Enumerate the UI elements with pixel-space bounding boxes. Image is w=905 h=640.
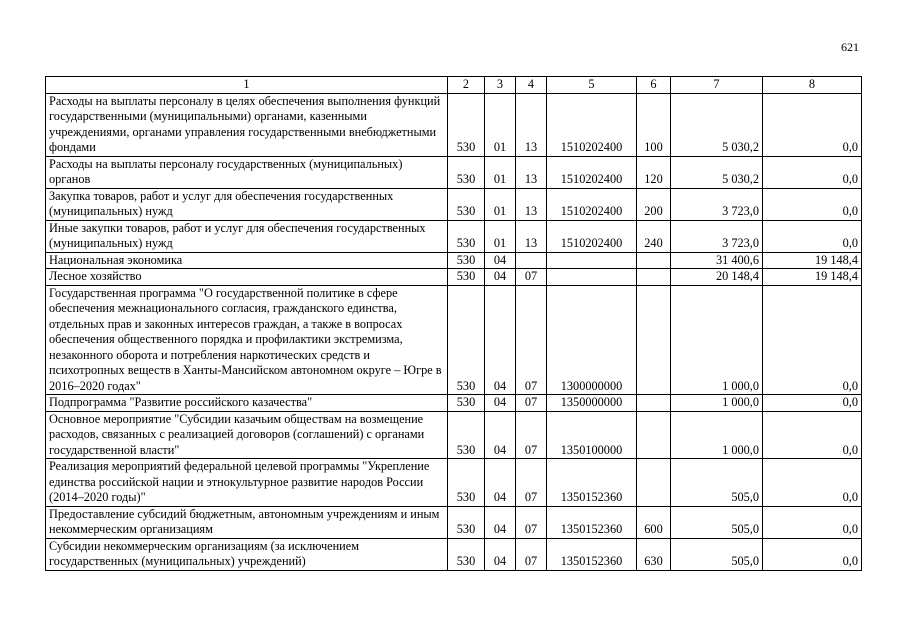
table-row: [46, 220, 862, 252]
subsection-code: 13: [516, 188, 547, 220]
amount-col7: 505,0: [671, 538, 763, 570]
subsection-code: 13: [516, 93, 547, 156]
admin-code: 530: [448, 188, 485, 220]
target-article-code: 1510202400: [547, 93, 637, 156]
amount-col7: 1 000,0: [671, 395, 763, 412]
table-row: [46, 93, 862, 156]
expense-type-code: 200: [637, 188, 671, 220]
section-code: 04: [485, 506, 516, 538]
expense-type-code: 630: [637, 538, 671, 570]
admin-code: 530: [448, 269, 485, 286]
admin-code: 530: [448, 220, 485, 252]
section-code: 04: [485, 395, 516, 412]
expense-name: Государственная программа "О государственной политике в сфере обеспечения межнационального согласия, гражданского единства, отдельных прав и законных интересов граждан, а также в вопросах обеспечения общественного порядка и профилактики экстремизма, незаконного оборота и потребления наркотических средств и психотропных веществ в Ханты-Мансийском автономном округе – Югре в 2016–2020 годах": [46, 285, 448, 395]
header-row: [46, 77, 862, 94]
amount-col8: 0,0: [763, 395, 862, 412]
target-article-code: 1350152360: [547, 459, 637, 507]
expense-name: Закупка товаров, работ и услуг для обеспечения государственных (муниципальных) нужд: [46, 188, 448, 220]
table-row: [46, 538, 862, 570]
subsection-code: [516, 252, 547, 269]
subsection-code: 07: [516, 506, 547, 538]
amount-col7: 1 000,0: [671, 285, 763, 395]
amount-col7: 5 030,2: [671, 156, 763, 188]
admin-code: 530: [448, 506, 485, 538]
subsection-code: 07: [516, 538, 547, 570]
admin-code: 530: [448, 459, 485, 507]
table-row: [46, 411, 862, 459]
section-code: 04: [485, 459, 516, 507]
admin-code: 530: [448, 252, 485, 269]
target-article-code: 1350152360: [547, 506, 637, 538]
subsection-code: 07: [516, 459, 547, 507]
expense-type-code: [637, 285, 671, 395]
expense-name: Основное мероприятие "Субсидии казачьим обществам на возмещение расходов, связанных с реализацией договоров (соглашений) с органами государственной власти": [46, 411, 448, 459]
amount-col8: 0,0: [763, 156, 862, 188]
expense-name: Предоставление субсидий бюджетным, автономным учреждениям и иным некоммерческим организациям: [46, 506, 448, 538]
expense-type-code: [637, 269, 671, 286]
target-article-code: [547, 269, 637, 286]
table-row: [46, 506, 862, 538]
admin-code: 530: [448, 156, 485, 188]
table-row: [46, 459, 862, 507]
budget-table: [45, 76, 862, 571]
amount-col8: 0,0: [763, 459, 862, 507]
target-article-code: 1350000000: [547, 395, 637, 412]
expense-name: Субсидии некоммерческим организациям (за исключением государственных (муниципальных) учреждений): [46, 538, 448, 570]
subsection-code: 07: [516, 269, 547, 286]
header-cell: 1: [46, 77, 448, 94]
header-cell: 5: [547, 77, 637, 94]
expense-type-code: 240: [637, 220, 671, 252]
section-code: 04: [485, 411, 516, 459]
section-code: 04: [485, 269, 516, 286]
amount-col7: 5 030,2: [671, 93, 763, 156]
amount-col8: 0,0: [763, 506, 862, 538]
header-cell: 4: [516, 77, 547, 94]
target-article-code: 1300000000: [547, 285, 637, 395]
table-row: [46, 269, 862, 286]
amount-col8: 0,0: [763, 285, 862, 395]
expense-name: Подпрограмма "Развитие российского казачества": [46, 395, 448, 412]
expense-type-code: [637, 252, 671, 269]
subsection-code: 07: [516, 395, 547, 412]
amount-col7: 3 723,0: [671, 188, 763, 220]
target-article-code: 1350152360: [547, 538, 637, 570]
admin-code: 530: [448, 411, 485, 459]
amount-col7: 505,0: [671, 459, 763, 507]
admin-code: 530: [448, 538, 485, 570]
section-code: 04: [485, 285, 516, 395]
amount-col8: 0,0: [763, 188, 862, 220]
expense-type-code: [637, 459, 671, 507]
target-article-code: 1510202400: [547, 188, 637, 220]
subsection-code: 13: [516, 156, 547, 188]
table-row: [46, 188, 862, 220]
subsection-code: 07: [516, 285, 547, 395]
admin-code: 530: [448, 285, 485, 395]
expense-name: Иные закупки товаров, работ и услуг для обеспечения государственных (муниципальных) нужд: [46, 220, 448, 252]
target-article-code: 1510202400: [547, 220, 637, 252]
amount-col8: 0,0: [763, 220, 862, 252]
section-code: 04: [485, 538, 516, 570]
table-row: [46, 395, 862, 412]
table-row: [46, 285, 862, 395]
target-article-code: 1510202400: [547, 156, 637, 188]
amount-col8: 19 148,4: [763, 252, 862, 269]
expense-type-code: 600: [637, 506, 671, 538]
admin-code: 530: [448, 93, 485, 156]
table-row: [46, 252, 862, 269]
header-cell: 2: [448, 77, 485, 94]
header-cell: 7: [671, 77, 763, 94]
expense-type-code: 120: [637, 156, 671, 188]
section-code: 04: [485, 252, 516, 269]
expense-name: Национальная экономика: [46, 252, 448, 269]
expense-type-code: [637, 411, 671, 459]
header-cell: 3: [485, 77, 516, 94]
amount-col7: 505,0: [671, 506, 763, 538]
expense-type-code: [637, 395, 671, 412]
expense-name: Реализация мероприятий федеральной целевой программы "Укрепление единства российской нации и этнокультурное развитие народов России (2014–2020 годы)": [46, 459, 448, 507]
amount-col7: 31 400,6: [671, 252, 763, 269]
amount-col7: 20 148,4: [671, 269, 763, 286]
page-number: 621: [841, 40, 859, 54]
amount-col8: 0,0: [763, 411, 862, 459]
subsection-code: 07: [516, 411, 547, 459]
amount-col8: 0,0: [763, 538, 862, 570]
target-article-code: [547, 252, 637, 269]
header-cell: 8: [763, 77, 862, 94]
admin-code: 530: [448, 395, 485, 412]
section-code: 01: [485, 156, 516, 188]
target-article-code: 1350100000: [547, 411, 637, 459]
amount-col8: 19 148,4: [763, 269, 862, 286]
expense-name: Расходы на выплаты персоналу в целях обеспечения выполнения функций государственными (муниципальными) органами, казенными учреждениями, органами управления государственными внебюджетными фондами: [46, 93, 448, 156]
amount-col7: 1 000,0: [671, 411, 763, 459]
header-cell: 6: [637, 77, 671, 94]
expense-name: Лесное хозяйство: [46, 269, 448, 286]
section-code: 01: [485, 188, 516, 220]
expense-name: Расходы на выплаты персоналу государственных (муниципальных) органов: [46, 156, 448, 188]
expense-type-code: 100: [637, 93, 671, 156]
section-code: 01: [485, 220, 516, 252]
amount-col8: 0,0: [763, 93, 862, 156]
section-code: 01: [485, 93, 516, 156]
subsection-code: 13: [516, 220, 547, 252]
amount-col7: 3 723,0: [671, 220, 763, 252]
table-row: [46, 156, 862, 188]
